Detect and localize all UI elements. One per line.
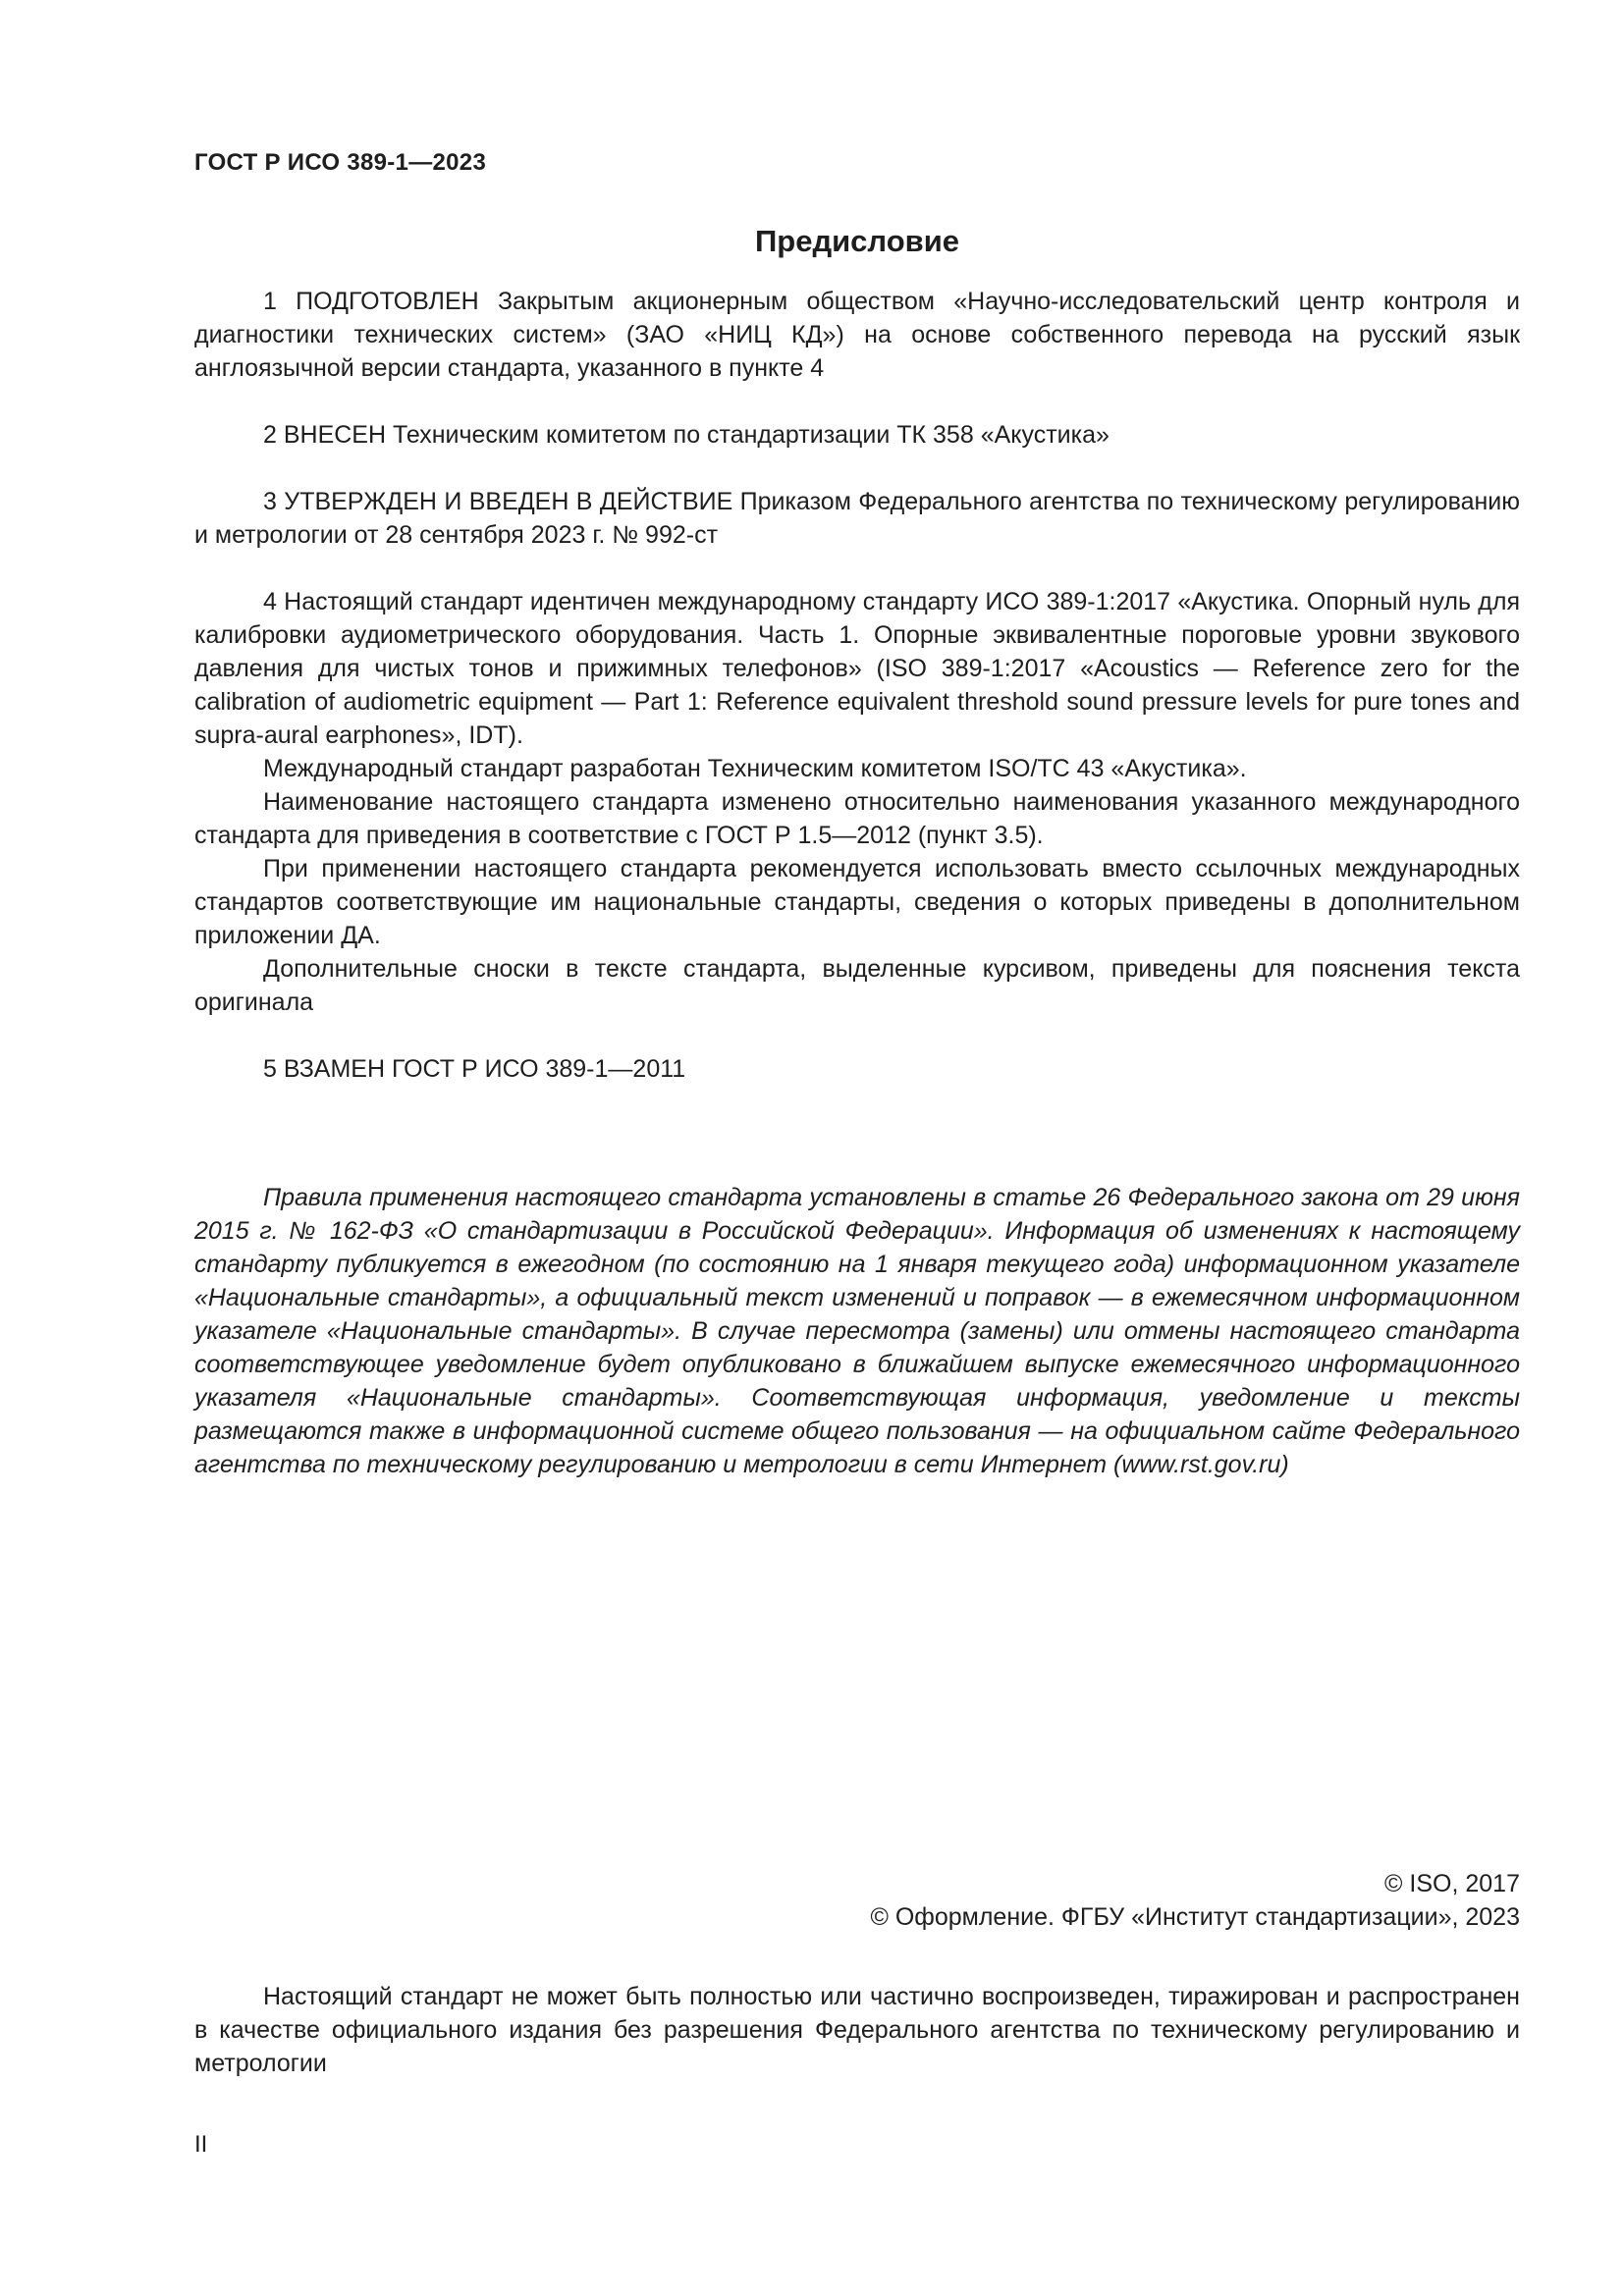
foreword-item-4-paragraph-2: Международный стандарт разработан Техническим комитетом ISO/TC 43 «Акустика».: [263, 755, 1247, 782]
copyright-iso: © ISO, 2017: [1384, 1870, 1520, 1897]
copyright-block: [870, 1867, 1520, 1934]
foreword-item-2: 2 ВНЕСЕН Техническим комитетом по стандартизации ТК 358 «Акустика»: [263, 421, 1110, 449]
page-number: II: [194, 2131, 208, 2158]
document-code-header: ГОСТ Р ИСО 389-1—2023: [194, 149, 487, 176]
foreword-item-5: 5 ВЗАМЕН ГОСТ Р ИСО 389-1—2011: [263, 1055, 686, 1083]
foreword-item-4: 4 Настоящий стандарт идентичен международному стандарту ИСО 389-1:2017 «Акустика. Опорный нуль для калибровки аудиометрического оборудования. Часть 1. Опорные эквивалентные пороговые уровни звукового давления для чистых тонов и прижимных телефонов» (ISO 389-1:2017 «Acoustics — Reference zero for the calibration of audiometric equipment — Part 1: Reference equivalent threshold sound pressure levels for pure tones and supra-aural earphones», IDT).: [194, 588, 1520, 749]
foreword-item-4-paragraph-4: При применении настоящего стандарта рекомендуется использовать вместо ссылочных международных стандартов соответствующие им национальные стандарты, сведения о которых приведены в дополнительном приложении ДА.: [194, 855, 1520, 949]
foreword-item-4-paragraph-3: Наименование настоящего стандарта изменено относительно наименования указанного международного стандарта для приведения в соответствие с ГОСТ Р 1.5—2012 (пункт 3.5).: [194, 788, 1520, 849]
foreword-item-4-paragraph-5: Дополнительные сноски в тексте стандарта, выделенные курсивом, приведены для пояснения текста оригинала: [194, 955, 1520, 1016]
rules-notice-text: Правила применения настоящего стандарта установлены в статье 26 Федерального закона от 29 июня 2015 г. № 162-ФЗ «О стандартизации в Российской Федерации». Информация об изменениях к настоящему стандарту публикуется в ежегодном (по состоянию на 1 января текущего года) информационном указателе «Национальные стандарты», а официальный текст изменений и поправок — в ежемесячном информационном указателе «Национальные стандарты». В случае пересмотра (замены) или отмены настоящего стандарта соответствующее уведомление будет опубликовано в ближайшем выпуске ежемесячного информационного указателя «Национальные стандарты». Соответствующая информация, уведомление и тексты размещаются также в информационной системе общего пользования — на официальном сайте Федерального агентства по техническому регулированию и метрологии в сети Интернет (www.rst.gov.ru): [194, 1184, 1520, 1478]
foreword-item-1: 1 ПОДГОТОВЛЕН Закрытым акционерным обществом «Научно-исследовательский центр контроля и диагностики технических систем» (ЗАО «НИЦ КД») на основе собственного перевода на русский язык англоязычной версии стандарта, указанного в пункте 4: [194, 288, 1520, 382]
foreword-section: [194, 285, 1520, 1086]
foreword-item-3: 3 УТВЕРЖДЕН И ВВЕДЕН В ДЕЙСТВИЕ Приказом Федерального агентства по техническому регулированию и метрологии от 28 сентября 2023 г. № 992-ст: [194, 488, 1520, 549]
reproduction-notice-section: [194, 1980, 1520, 2080]
rules-notice-section: [194, 1181, 1520, 1481]
copyright-design: © Оформление. ФГБУ «Институт стандартизации», 2023: [870, 1903, 1520, 1931]
page-title: Предисловие: [754, 224, 959, 258]
reproduction-notice-text: Настоящий стандарт не может быть полностью или частично воспроизведен, тиражирован и распространен в качестве официального издания без разрешения Федерального агентства по техническому регулированию и метрологии: [194, 1983, 1520, 2077]
